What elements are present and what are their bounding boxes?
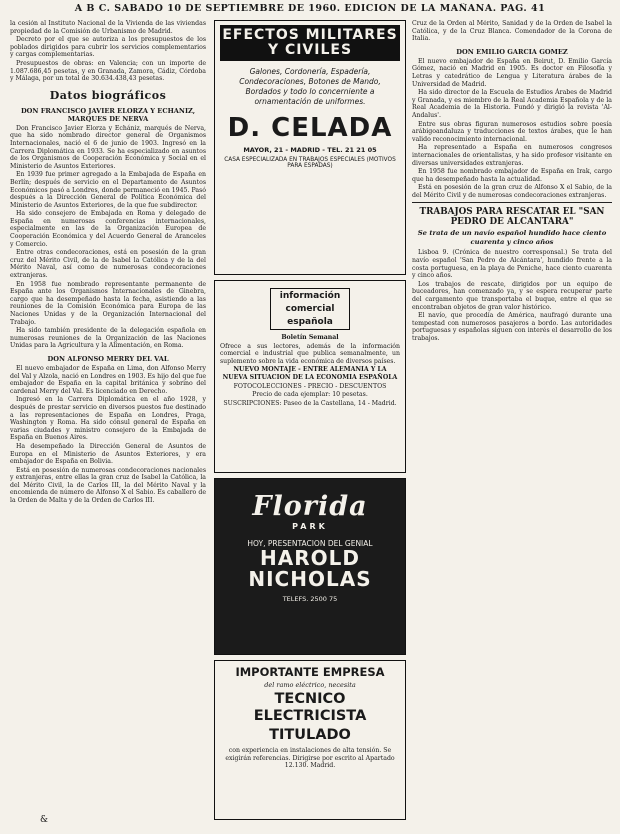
col1-intro	[10, 20, 206, 83]
ad-florida-star2: NICHOLAS	[248, 567, 372, 591]
ad-florida-phone: TELEFS. 2500 75	[282, 595, 338, 603]
paragraph: Entre sus obras figuran numerosos estudios sobre poesía arábigoandaluza y traducciones de textos árabes, que le han valido reconocimiento internacional.	[412, 120, 612, 143]
paragraph: Ha desempeñado la Dirección General de Asuntos de Europa en el Ministerio de Asuntos Exteriores, y era embajador de España en Bolivia.	[10, 442, 206, 466]
ad-empresa	[214, 660, 406, 820]
paragraph: Cruz de la Orden al Mérito, Sanidad y de la Orden de Isabel la Católica, y de la Cruz Blanca. Comendador de la Corona de Italia.	[412, 20, 612, 43]
bio3-body	[412, 58, 612, 200]
ad-florida-sub: PARK	[292, 522, 328, 531]
ad-florida-line: HOY, PRESENTACION DEL GENIAL	[247, 539, 373, 548]
paragraph: El nuevo embajador de España en Lima, don Alfonso Merry del Val y Alzola, nació en Londres en 1903. Es hijo del que fue embajador de España en la capital británica y sobrino del cardenal Merry del Val. Es licenciado en Derecho.	[10, 364, 206, 395]
ad-efectos-brand: D. CELADA	[227, 113, 393, 143]
ad-efectos-banner: EFECTOS MILITARES Y CIVILES	[220, 25, 400, 61]
right-column	[412, 20, 612, 828]
corner-mark: &	[40, 815, 49, 825]
page-header: A B C. SABADO 10 DE SEPTIEMBRE DE 1960. EDICION DE LA MAÑANA. PAG. 41	[74, 3, 546, 14]
paragraph: Los trabajos de rescate, dirigidos por un equipo de buceadores, han comenzado ya, y se espera recuperar parte del cargamento que transportaba el buque, entre el que se encontraban objetos de gran valor histórico.	[412, 280, 612, 311]
section-title: Datos biográficos	[49, 88, 167, 102]
story-headline: TRABAJOS PARA RESCATAR EL "SAN PEDRO DE ALCANTARA"	[419, 207, 605, 228]
paragraph: Lisboa 9. (Crónica de nuestro corresponsal.) Se trata del navío español 'San Pedro de Alcántara', hundido frente a la costa portuguesa, en la playa de Peniche, hace ciento cuarenta y cinco años.	[412, 249, 612, 280]
paragraph: El navío, que procedía de América, naufragó durante una tempestad con numerosos pasajeros a bordo. Las autoridades portuguesas y españolas siguen con interés el desarrollo de los trabajos.	[412, 312, 612, 342]
paragraph: Ha sido también presidente de la delegación española en numerosas reuniones de la Organización de las Naciones Unidas para la Agricultura y la Alimentación, en Roma.	[10, 327, 206, 350]
bio2-body	[10, 365, 206, 505]
paragraph: Ingresó en la Carrera Diplomática en el año 1928, y después de prestar servicio en diversos puestos fue destinado a las representaciones de España en Londres, Praga, Washington y Roma. Ha sido cónsul general de España en varias ciudades y ministro consejero de la Embajada de España en Buenos Aires.	[10, 396, 206, 442]
paragraph: En 1958 fue nombrado representante permanente de España ante los Organismos Internacionales de Ginebra, cargo que ha desempeñado hasta la fecha, asistiendo a las reuniones de la Comisión Económica para Europa de las Naciones Unidas y de la Organización Internacional del Trabajo.	[10, 280, 206, 326]
left-column	[10, 20, 206, 828]
ad-florida-star1: HAROLD	[260, 546, 360, 570]
paragraph: Ha sido director de la Escuela de Estudios Árabes de Madrid y Granada, y es miembro de la Real Academia Española y de la Real Academia de la Historia. Fundó y dirigió la revista 'Al-Andalus'.	[412, 89, 612, 119]
ad-efectos-address: MAYOR, 21 - MADRID - TEL. 21 21 05	[243, 146, 377, 154]
bio1-body	[10, 125, 206, 350]
col3-intro	[412, 20, 612, 43]
ad-empresa-head: IMPORTANTE EMPRESA	[235, 665, 385, 679]
divider	[412, 202, 612, 203]
ad-efectos-body: Galones, Cordonería, Espadería, Condecoraciones, Botones de Mando, Bordados y todo lo concerniente a ornamentación de uniformes.	[239, 67, 381, 106]
middle-column	[214, 20, 406, 828]
paragraph: Ha representado a España en numerosos congresos internacionales de orientalistas, y ha sido profesor visitante en diversas universidades extranjeras.	[412, 144, 612, 167]
paragraph: En 1939 fue primer agregado a la Embajada de España en Berlín; después de servicio en el Departamento de Asuntos Económicos pasó a Londres, donde permaneció en 1945. Pasó después a la Dirección General de Política Económica del Ministerio de Asuntos Exteriores, de la que fue subdirector.	[10, 171, 206, 209]
ad-empresa-big1: TECNICO ELECTRICISTA	[253, 691, 367, 724]
story-body	[412, 249, 612, 342]
ad-informacion-comercial	[214, 280, 406, 473]
paragraph: Entre otras condecoraciones, está en posesión de la gran cruz del Mérito Civil, de la de Isabel la Católica y de la del Mérito Naval, así como de numerosas condecoraciones extranjeras.	[10, 249, 206, 280]
paragraph: Está en posesión de la gran cruz de Alfonso X el Sabio, de la del Mérito Civil y de numerosas condecoraciones extranjeras.	[412, 184, 612, 199]
ad-info-text2: FOTOCOLECCIONES - PRECIO - DESCUENTOS	[233, 382, 387, 390]
paragraph: Está en posesión de numerosas condecoraciones nacionales y extranjeras, entre ellas la gran cruz de Isabel la Católica, la del Mérito Civil, la de Carlos III, la del Mérito Naval y la encomienda de número de Alfonso X el Sabio. Es caballero de la Orden de Malta y de la Orden de Carlos III.	[10, 466, 206, 505]
paragraph: Don Francisco Javier Elorza y Echániz, marqués de Nerva, que ha sido nombrado director general de Organismos Internacionales, nació el 6 de junio de 1903. Ingresó en la Carrera Diplomática en 1933. Se ha especializado en asuntos de los Organismos de Cooperación Económica y Social en el Ministerio de Asuntos Exteriores.	[10, 124, 206, 170]
bio1-heading: DON FRANCISCO JAVIER ELORZA Y ECHANIZ, MARQUES DE NERVA	[20, 106, 196, 123]
paragraph: Ha sido consejero de Embajada en Roma y delegado de España en numerosas conferencias internacionales, especialmente en las de la Organización Europea de Cooperación Económica y del Acuerdo General de Aranceles y Comercio.	[10, 210, 206, 248]
paragraph: El nuevo embajador de España en Beirut, D. Emilio García Gómez, nació en Madrid en 1905. Es doctor en Filosofía y Letras y catedrático de Lengua y Literatura árabes de la Universidad de Madrid.	[412, 57, 612, 88]
paragraph: la cesión al Instituto Nacional de la Vivienda de las viviendas propiedad de la Comisión de Urbanismo de Madrid.	[10, 20, 206, 35]
bio2-heading: DON ALFONSO MERRY DEL VAL	[47, 354, 169, 363]
ad-empresa-big2: TITULADO	[269, 727, 351, 743]
ad-info-text3: Precio de cada ejemplar: 10 pesetas.	[252, 391, 368, 399]
ad-efectos-note: CASA ESPECIALIZADA EN TRABAJOS ESPECIALES (MOTIVOS PARA ESPADAS)	[224, 157, 396, 169]
ad-info-sub: Boletín Semanal	[281, 334, 339, 341]
paragraph: Decreto por el que se autoriza a los presupuestos de los poblados dirigidos para cubrir los servicios complementarios y cargas complementarias.	[10, 36, 206, 59]
ad-efectos-militares	[214, 20, 406, 275]
ad-info-text: Ofrece a sus lectores, además de la información comercial e industrial que publica semanalmente, un suplemento sobre la vida económica de diversos países.	[220, 342, 400, 365]
ad-empresa-text: con experiencia en instalaciones de alta tensión. Se exigirán referencias. Dirigirse por escrito al Apartado 12.130. Madrid.	[225, 747, 395, 770]
ad-info-logo: información comercial española	[270, 288, 350, 330]
paragraph: Presupuestos de obras: en Valencia; con un importe de 1.087.686,45 pesetas, y en Granada, Zamora, Cádiz, Córdoba y Málaga, por un total de 30.634.438,43 pesetas.	[10, 59, 206, 83]
paragraph: En 1958 fue nombrado embajador de España en Irak, cargo que ha desempeñado hasta la actualidad.	[412, 168, 612, 183]
ad-florida-park	[214, 478, 406, 655]
story-dek: Se trata de un navío español hundido hace ciento cuarenta y cinco años	[417, 229, 607, 246]
bio3-heading: DON EMILIO GARCIA GOMEZ	[456, 47, 568, 56]
ad-info-mid: NUEVO MONTAJE - ENTRE ALEMANIA Y LA NUEVA SITUACION DE LA ECONOMIA ESPAÑOLA	[222, 366, 398, 381]
ad-info-text4: SUSCRIPCIONES: Paseo de la Castellana, 14 - Madrid.	[223, 399, 397, 407]
ad-empresa-sub: del ramo eléctrico, necesita	[264, 681, 356, 689]
ad-florida-brand: Florida	[252, 491, 368, 522]
